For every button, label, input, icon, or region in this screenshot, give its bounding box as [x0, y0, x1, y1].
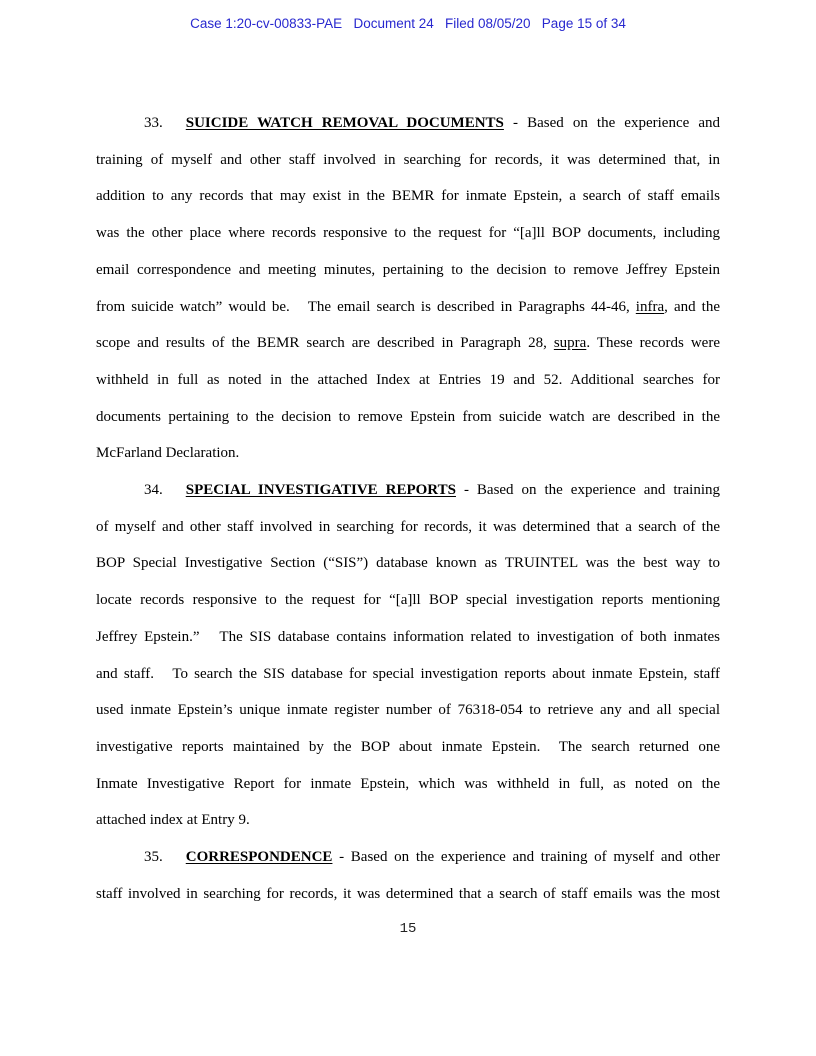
ecf-stamp-header: Case 1:20-cv-00833-PAE Document 24 Filed 08/05/20 Page 15 of 34 [190, 16, 626, 31]
text-line [96, 178, 720, 215]
text-line [96, 619, 720, 656]
text-line [96, 362, 720, 399]
text-segment: training of myself and other staff involved in searching for records, it was determined that, in [96, 151, 720, 168]
text-segment: BOP Special Investigative Section (“SIS”) database known as TRUINTEL was the best way to [96, 555, 720, 572]
text-segment: attached index at Entry 9. [96, 812, 250, 829]
text-segment: addition to any records that may exist in the BEMR for inmate Epstein, a search of staff emails [96, 188, 720, 205]
text-segment: . These records were [586, 335, 720, 352]
text-line [96, 399, 720, 436]
text-segment: - Based on the experience and [503, 115, 720, 131]
text-segment: withheld in full as noted in the attached Index at Entries 19 and 52. Additional searches for [96, 371, 720, 388]
text-segment: email correspondence and meeting minutes, pertaining to the decision to remove Jeffrey Epstein [96, 261, 720, 278]
text-line [96, 729, 720, 766]
text-line [96, 876, 720, 913]
text-segment: Jeffrey Epstein.” The SIS database contains information related to investigation of both inmates [96, 628, 720, 645]
page-number: 15 [399, 921, 417, 937]
text-line [96, 692, 720, 729]
text-segment: scope and results of the BEMR search are described in Paragraph 28, [96, 335, 554, 352]
text-segment: - Based on the experience and training [455, 482, 720, 499]
text-line [96, 215, 720, 252]
paragraph-heading: SUICIDE WATCH REMOVAL DOCUMENTS [185, 115, 504, 131]
text-segment: locate records responsive to the request for “[a]ll BOP special investigation reports mentioning [96, 592, 720, 609]
text-line [96, 656, 720, 693]
text-line [96, 802, 720, 839]
text-segment: staff involved in searching for records, it was determined that a search of staff emails was the most [96, 885, 720, 902]
text-segment: Inmate Investigative Report for inmate Epstein, which was withheld in full, as noted on the [96, 775, 720, 792]
text-segment: - Based on the experience and training of myself and other [332, 849, 720, 866]
text-segment: 34. [144, 482, 163, 499]
text-line [96, 252, 720, 289]
text-line [96, 509, 720, 546]
citation-underline: supra [553, 335, 587, 352]
text-line [96, 472, 720, 509]
text-line [96, 545, 720, 582]
text-segment: of myself and other staff involved in searching for records, it was determined that a search of the [96, 518, 720, 535]
citation-underline: infra [635, 298, 665, 315]
text-segment: 33. [144, 115, 163, 131]
text-line [96, 435, 720, 472]
paragraph-heading: CORRESPONDENCE [185, 849, 333, 866]
text-segment: investigative reports maintained by the BOP about inmate Epstein. The search returned one [96, 738, 720, 755]
text-segment: was the other place where records responsive to the request for “[a]ll BOP documents, including [96, 225, 720, 242]
text-segment: McFarland Declaration. [96, 445, 240, 462]
text-line [96, 142, 720, 179]
text-segment: from suicide watch” would be. The email search is described in Paragraphs 44-46, [96, 298, 636, 315]
text-line [96, 325, 720, 362]
text-segment: documents pertaining to the decision to remove Epstein from suicide watch are described in the [96, 408, 720, 425]
text-line [96, 839, 720, 876]
document-body [96, 105, 720, 912]
text-line [96, 289, 720, 326]
text-line [96, 766, 720, 803]
text-segment: 35. [144, 849, 163, 866]
text-segment: , and the [664, 298, 720, 315]
text-line [96, 582, 720, 619]
text-segment: and staff. To search the SIS database for special investigation reports about inmate Epstein, staff [96, 665, 720, 682]
text-line [96, 105, 720, 142]
text-segment: used inmate Epstein’s unique inmate register number of 76318-054 to retrieve any and all special [96, 702, 720, 719]
paragraph-heading: SPECIAL INVESTIGATIVE REPORTS [185, 482, 456, 499]
